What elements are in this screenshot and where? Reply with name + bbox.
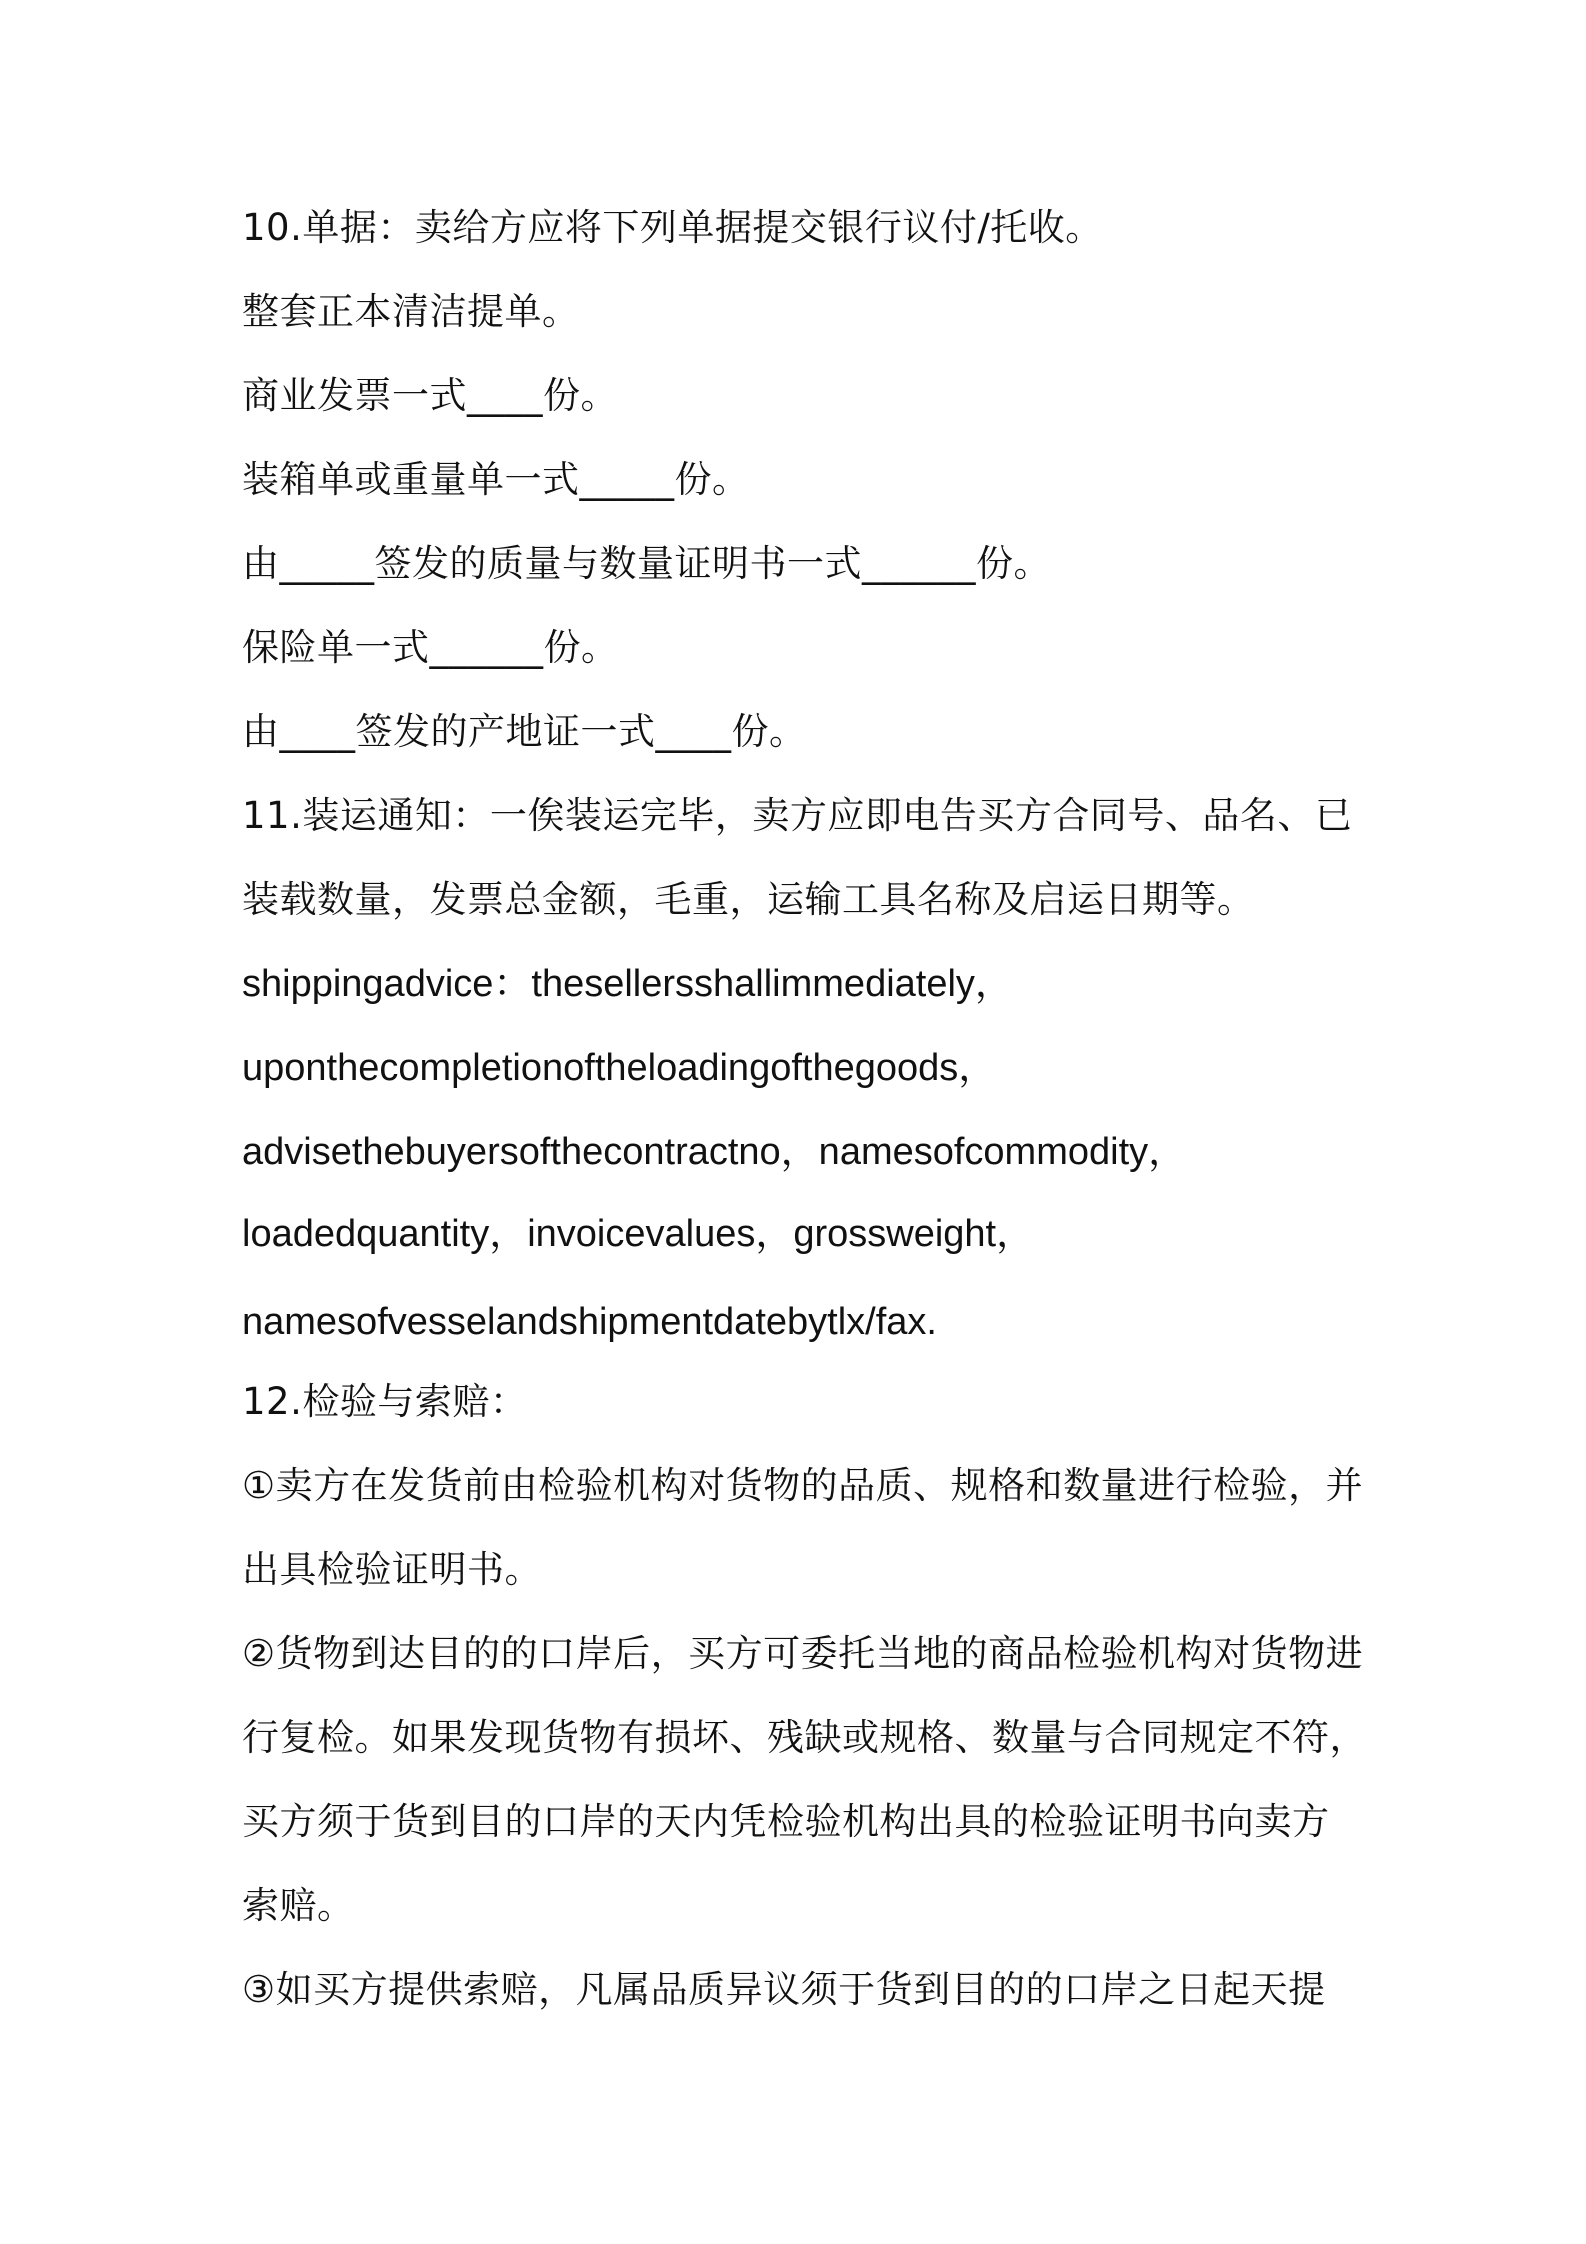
clause-10-heading: 10.单据：卖给方应将下列单据提交银行议付/托收。 — [242, 206, 1103, 249]
english-text-line: shippingadvice：thesellersshallimmediately， — [242, 963, 1013, 1005]
document-item-bill-of-lading: 整套正本清洁提单。 — [242, 290, 580, 333]
document-item-commercial-invoice: 商业发票一式____份。 — [242, 374, 618, 417]
clause-12-item-2-cont: 行复检。如果发现货物有损坏、残缺或规格、数量与合同规定不符， — [242, 1716, 1367, 1759]
clause-11-heading: 11.装运通知：一俟装运完毕，卖方应即电告买方合同号、品名、已 — [242, 794, 1353, 837]
clause-11-text: 装载数量，发票总金额，毛重，运输工具名称及启运日期等。 — [242, 878, 1255, 921]
clause-12-item-2-cont: 买方须于货到目的口岸的天内凭检验机构出具的检验证明书向卖方 — [242, 1800, 1330, 1843]
document-item-quality-certificate: 由_____签发的质量与数量证明书一式______份。 — [242, 542, 1051, 585]
clause-12-heading: 12.检验与索赔： — [242, 1380, 528, 1423]
clause-12-item-2-cont: 索赔。 — [242, 1884, 355, 1927]
clause-12-item-1-cont: 出具检验证明书。 — [242, 1548, 542, 1591]
english-text-line: uponthecompletionoftheloadingofthegoods， — [242, 1047, 997, 1089]
clause-12-item-3: ③如买方提供索赔，凡属品质异议须于货到目的的口岸之日起天提 — [242, 1968, 1326, 2011]
english-text-line: advisethebuyersofthecontractno，namesofcommodity， — [242, 1131, 1187, 1173]
english-text-line: namesofvesselandshipmentdatebytlx/fax. — [242, 1301, 937, 1343]
clause-12-item-2: ②货物到达目的的口岸后，买方可委托当地的商品检验机构对货物进 — [242, 1632, 1364, 1675]
clause-12-item-1: ①卖方在发货前由检验机构对货物的品质、规格和数量进行检验，并 — [242, 1464, 1364, 1507]
english-text-line: loadedquantity，invoicevalues，grossweight， — [242, 1213, 1035, 1255]
document-item-packing-list: 装箱单或重量单一式_____份。 — [242, 458, 750, 501]
document-item-certificate-of-origin: 由____签发的产地证一式____份。 — [242, 710, 807, 753]
document-item-insurance-policy: 保险单一式______份。 — [242, 626, 619, 669]
